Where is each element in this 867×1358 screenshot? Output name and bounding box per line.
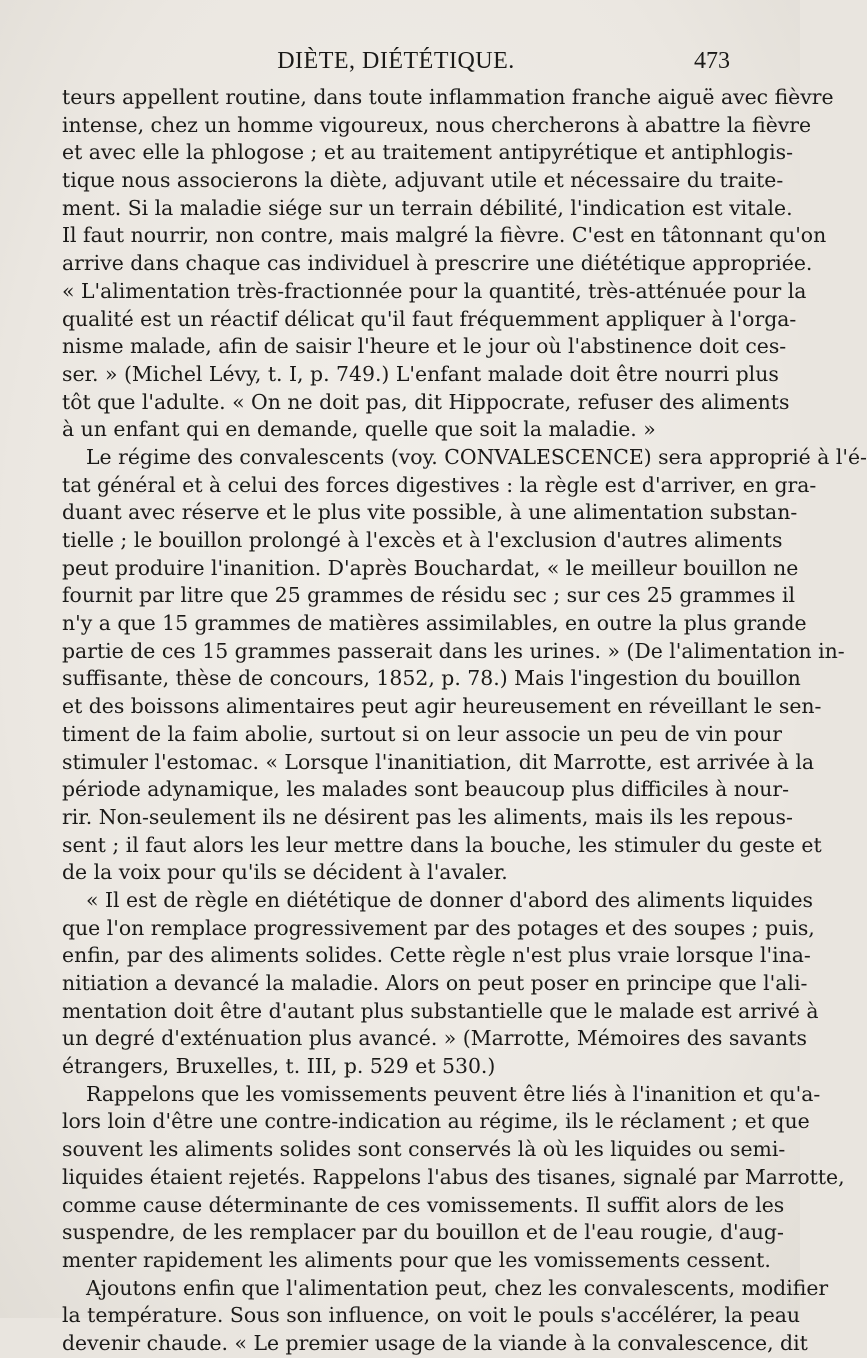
text-line: comme cause déterminante de ces vomissements. Il suffit alors de les [62, 1192, 785, 1217]
text-line: Le régime des convalescents (voy. CONVALESCENCE) sera approprié à l'é- [86, 444, 867, 469]
text-line: « Il est de règle en diététique de donner d'abord des aliments liquides [86, 887, 813, 912]
text-line: nisme malade, afin de saisir l'heure et le jour où l'abstinence doit ces- [62, 334, 787, 359]
text-line: la température. Sous son influence, on voit le pouls s'accélérer, la peau [62, 1303, 801, 1328]
running-title: DIÈTE, DIÉTÉTIQUE. [277, 48, 515, 74]
text-line: tat général et à celui des forces digestives : la règle est d'arriver, en gra- [62, 472, 817, 497]
text-line: et avec elle la phlogose ; et au traitement antipyrétique et antiphlogis- [62, 140, 793, 165]
text-line: période adynamique, les malades sont beaucoup plus difficiles à nour- [62, 777, 789, 802]
text-line: qualité est un réactif délicat qu'il faut fréquemment appliquer à l'orga- [62, 306, 797, 331]
text-line: enfin, par des aliments solides. Cette règle n'est plus vraie lorsque l'ina- [62, 943, 811, 968]
text-line: étrangers, Bruxelles, t. III, p. 529 et 530.) [62, 1054, 496, 1079]
text-line: mentation doit être d'autant plus substantielle que le malade est arrivé à [62, 998, 819, 1023]
text-line: Rappelons que les vomissements peuvent être liés à l'inanition et qu'a- [86, 1081, 821, 1106]
text-line: stimuler l'estomac. « Lorsque l'inanitiation, dit Marrotte, est arrivée à la [62, 749, 815, 774]
text-line: « L'alimentation très-fractionnée pour la quantité, très-atténuée pour la [62, 278, 807, 303]
text-line: teurs appellent routine, dans toute inflammation franche aiguë avec fièvre [62, 85, 834, 109]
text-line: devenir chaude. « Le premier usage de la viande à la convalescence, dit [62, 1330, 808, 1355]
text-line: un degré d'exténuation plus avancé. » (Marrotte, Mémoires des savants [62, 1026, 807, 1051]
text-line: tique nous associerons la diète, adjuvant utile et nécessaire du traite- [62, 168, 784, 193]
text-line: tielle ; le bouillon prolongé à l'excès et à l'exclusion d'autres aliments [62, 528, 783, 552]
text-line: sent ; il faut alors les leur mettre dans la bouche, les stimuler du geste et [62, 832, 822, 857]
text-line: à un enfant qui en demande, quelle que soit la maladie. » [62, 417, 656, 442]
page-header [62, 48, 730, 78]
text-line: Ajoutons enfin que l'alimentation peut, chez les convalescents, modifier [86, 1275, 829, 1300]
text-line: n'y a que 15 grammes de matières assimilables, en outre la plus grande [62, 611, 807, 636]
text-line: souvent les aliments solides sont conservés là où les liquides ou semi- [62, 1137, 786, 1162]
page-number: 473 [694, 48, 730, 74]
text-line: timent de la faim abolie, surtout si on leur associe un peu de vin pour [62, 721, 783, 746]
text-line: suffisante, thèse de concours, 1852, p. 78.) Mais l'ingestion du bouillon [62, 666, 801, 691]
text-line: tôt que l'adulte. « On ne doit pas, dit Hippocrate, refuser des aliments [62, 389, 790, 414]
text-line: ser. » (Michel Lévy, t. I, p. 749.) L'enfant malade doit être nourri plus [62, 361, 779, 386]
text-line: que l'on remplace progressivement par des potages et des soupes ; puis, [62, 915, 815, 940]
text-line: intense, chez un homme vigoureux, nous chercherons à abattre la fièvre [62, 112, 812, 137]
text-line: menter rapidement les aliments pour que les vomissements cessent. [62, 1247, 771, 1272]
text-line: fournit par litre que 25 grammes de résidu sec ; sur ces 25 grammes il [62, 583, 796, 608]
text-line: duant avec réserve et le plus vite possible, à une alimentation substan- [62, 500, 798, 525]
text-line: arrive dans chaque cas individuel à prescrire une diététique appropriée. [62, 251, 813, 276]
text-line: ment. Si la maladie siége sur un terrain débilité, l'indication est vitale. [62, 195, 793, 220]
text-line: suspendre, de les remplacer par du bouillon et de l'eau rougie, d'aug- [62, 1220, 784, 1245]
text-line: peut produire l'inanition. D'après Bouchardat, « le meilleur bouillon ne [62, 555, 799, 580]
text-line: Il faut nourrir, non contre, mais malgré la fièvre. C'est en tâtonnant qu'on [62, 223, 827, 248]
text-line: lors loin d'être une contre-indication au régime, ils le réclament ; et que [62, 1109, 810, 1134]
text-line: et des boissons alimentaires peut agir heureusement en réveillant le sen- [62, 694, 822, 719]
text-line: de la voix pour qu'ils se décident à l'avaler. [62, 860, 508, 885]
text-line: rir. Non-seulement ils ne désirent pas les aliments, mais ils les repous- [62, 804, 793, 829]
text-line: partie de ces 15 grammes passerait dans les urines. » (De l'alimentation in- [62, 638, 845, 663]
body-text [62, 84, 867, 1358]
text-line: nitiation a devancé la maladie. Alors on peut poser en principe que l'ali- [62, 971, 808, 995]
text-line: liquides étaient rejetés. Rappelons l'abus des tisanes, signalé par Marrotte, [62, 1164, 845, 1189]
